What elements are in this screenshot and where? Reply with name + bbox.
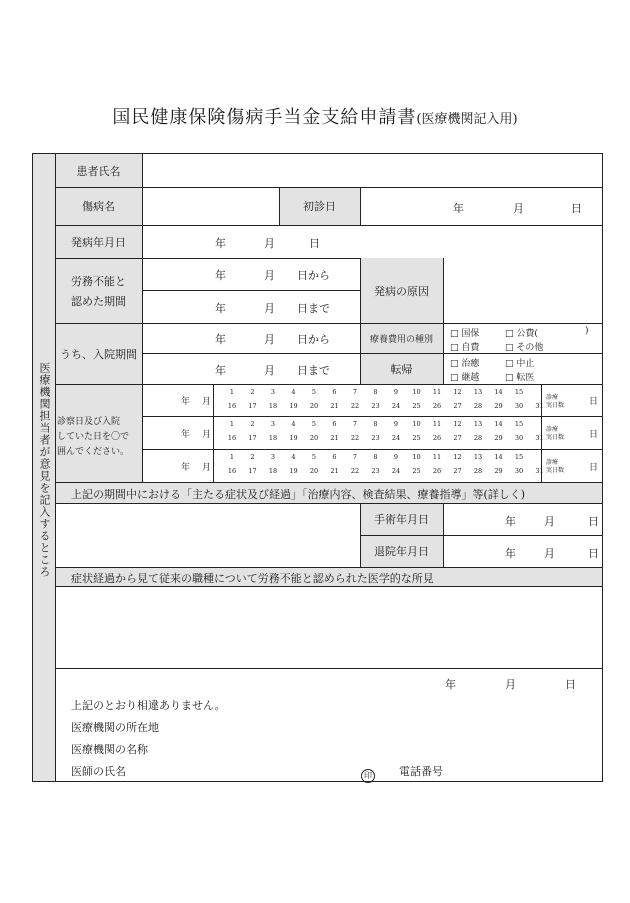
discharge-date-field[interactable] bbox=[444, 536, 601, 566]
form-title-main: 国民健康保険傷病手当金支給申請書 bbox=[112, 107, 417, 128]
cost-option-kohi-close: ) bbox=[585, 326, 589, 336]
calendar-day[interactable]: 28 bbox=[473, 467, 483, 475]
symptoms-field[interactable] bbox=[56, 504, 359, 566]
calendar-day[interactable]: 11 bbox=[432, 388, 442, 396]
calendar-day[interactable]: 23 bbox=[371, 467, 380, 475]
calendar-day[interactable]: 19 bbox=[289, 402, 298, 410]
incapacity-period-label-line2: 認めた期間 bbox=[71, 294, 126, 308]
calendar-day[interactable]: 8 bbox=[373, 453, 378, 461]
calendar-day[interactable]: 25 bbox=[412, 467, 421, 475]
hospitalization-from-month: 月 bbox=[264, 333, 275, 346]
cost-type-label: 療養費用の種別 bbox=[369, 334, 433, 345]
calendar-day[interactable]: 3 bbox=[270, 388, 276, 396]
facility-address-field[interactable] bbox=[163, 714, 593, 734]
calendar-day[interactable]: 25 bbox=[412, 402, 421, 410]
calendar-day[interactable]: 3 bbox=[270, 420, 276, 428]
visit-count-day-suffix: 日 bbox=[589, 462, 599, 473]
calendar-day[interactable]: 4 bbox=[291, 453, 296, 461]
calendar-day[interactable]: 15 bbox=[514, 453, 524, 461]
calendar-day[interactable]: 27 bbox=[453, 467, 462, 475]
incapacity-until-suffix: 日まで bbox=[297, 302, 330, 315]
calendar-day[interactable]: 29 bbox=[494, 434, 503, 442]
onset-date-label: 発病年月日 bbox=[71, 235, 126, 249]
calendar-day[interactable]: 12 bbox=[453, 453, 462, 461]
cost-option-other[interactable]: □ その他 bbox=[505, 343, 544, 353]
calendar-day[interactable]: 2 bbox=[250, 453, 255, 461]
calendar-day[interactable]: 13 bbox=[473, 453, 483, 461]
calendar-day[interactable]: 17 bbox=[248, 467, 257, 475]
calendar-day[interactable]: 16 bbox=[227, 467, 237, 475]
calendar-day[interactable]: 15 bbox=[514, 388, 524, 396]
calendar-day[interactable]: 4 bbox=[291, 388, 296, 396]
surgery-year: 年 bbox=[505, 515, 516, 528]
calendar-day[interactable]: 17 bbox=[248, 434, 257, 442]
discharge-month: 月 bbox=[544, 547, 555, 560]
calendar-day[interactable]: 14 bbox=[494, 453, 503, 461]
calendar-month-label: 月 bbox=[202, 462, 212, 473]
calendar-day[interactable]: 8 bbox=[373, 388, 378, 396]
discharge-day: 日 bbox=[588, 547, 599, 560]
symptoms-header: 上記の期間中における「主たる症状及び経過」「治療内容、検査結果、療養指導」等(詳しく) bbox=[71, 488, 526, 501]
cost-option-jihi[interactable]: □ 自費 bbox=[450, 343, 480, 353]
calendar-day[interactable]: 18 bbox=[268, 434, 278, 442]
onset-day: 日 bbox=[309, 237, 320, 250]
calendar-day[interactable]: 5 bbox=[311, 388, 317, 396]
calendar-day[interactable]: 4 bbox=[291, 420, 296, 428]
calendar-day[interactable]: 23 bbox=[371, 402, 380, 410]
calendar-day[interactable]: 29 bbox=[494, 402, 503, 410]
cause-label: 発病の原因 bbox=[374, 284, 429, 298]
calendar-day[interactable]: 30 bbox=[514, 467, 524, 475]
calendar-day[interactable]: 12 bbox=[453, 420, 462, 428]
outcome-option-discontinued[interactable]: □ 中止 bbox=[505, 359, 535, 369]
visit-days-label-line1: 診察日及び入院 bbox=[57, 417, 121, 427]
first-visit-label: 初診日 bbox=[303, 200, 336, 213]
side-label: 医療機関担当者が意見を記入するところ bbox=[38, 362, 51, 578]
calendar-day[interactable]: 2 bbox=[250, 388, 255, 396]
application-form bbox=[32, 153, 603, 782]
sign-day: 日 bbox=[565, 678, 576, 691]
calendar-day[interactable]: 28 bbox=[473, 434, 483, 442]
surgery-day: 日 bbox=[588, 515, 599, 528]
calendar-day[interactable]: 26 bbox=[432, 434, 442, 442]
calendar-day[interactable]: 8 bbox=[373, 420, 378, 428]
outcome-option-transferred[interactable]: □ 転医 bbox=[505, 373, 535, 383]
disease-name-label: 傷病名 bbox=[82, 200, 115, 213]
discharge-date-label: 退院年月日 bbox=[374, 545, 429, 558]
calendar-day[interactable]: 2 bbox=[250, 420, 255, 428]
calendar-day[interactable]: 31 bbox=[535, 434, 544, 442]
incapacity-period-label-line1: 労務不能と bbox=[71, 274, 126, 288]
calendar-day[interactable]: 1 bbox=[229, 388, 235, 396]
calendar-day[interactable]: 21 bbox=[330, 402, 339, 410]
calendar-day[interactable]: 28 bbox=[473, 402, 483, 410]
visit-count-label-line1: 診療 bbox=[546, 426, 559, 433]
surgery-date-label: 手術年月日 bbox=[374, 513, 429, 526]
calendar-day[interactable]: 3 bbox=[270, 453, 276, 461]
seal-icon: 印 bbox=[361, 769, 375, 783]
hospitalization-label: うち、入院期間 bbox=[60, 347, 137, 361]
incapacity-until-year: 年 bbox=[215, 302, 226, 315]
calendar-day[interactable]: 18 bbox=[268, 402, 278, 410]
calendar-day[interactable]: 31 bbox=[535, 467, 544, 475]
calendar-year-label: 年 bbox=[181, 462, 191, 473]
calendar-day[interactable]: 12 bbox=[453, 388, 462, 396]
cost-option-kohi[interactable]: □ 公費( bbox=[505, 329, 538, 339]
incapacity-from-year: 年 bbox=[215, 269, 226, 282]
incapacity-from-month: 月 bbox=[264, 269, 275, 282]
visit-count-day-suffix: 日 bbox=[589, 429, 599, 440]
calendar-day[interactable]: 20 bbox=[309, 402, 319, 410]
calendar-day[interactable]: 13 bbox=[473, 388, 483, 396]
calendar-day[interactable]: 1 bbox=[229, 420, 235, 428]
calendar-day[interactable]: 24 bbox=[391, 467, 401, 475]
calendar-day[interactable]: 21 bbox=[330, 467, 339, 475]
first-visit-day: 日 bbox=[571, 202, 582, 215]
outcome-option-cured[interactable]: □ 治癒 bbox=[450, 359, 480, 369]
calendar-day[interactable]: 14 bbox=[494, 420, 503, 428]
phone-field[interactable] bbox=[453, 758, 593, 778]
opinion-header: 症状経過から見て従来の職種について労務不能と認められた医学的な所見 bbox=[71, 572, 434, 585]
visit-count-day-suffix: 日 bbox=[589, 397, 599, 407]
calendar-day[interactable]: 9 bbox=[393, 388, 399, 396]
visit-days-label-line3: 囲んでください。 bbox=[57, 447, 130, 457]
calendar-day[interactable]: 19 bbox=[289, 467, 298, 475]
calendar-year-label: 年 bbox=[181, 429, 191, 440]
first-visit-year: 年 bbox=[453, 202, 464, 215]
hospitalization-from-year: 年 bbox=[215, 333, 226, 346]
calendar-month-label: 月 bbox=[202, 429, 212, 440]
calendar-grid bbox=[33, 154, 602, 484]
incapacity-until-month: 月 bbox=[264, 302, 275, 315]
calendar-month-label: 月 bbox=[202, 397, 212, 407]
first-visit-month: 月 bbox=[513, 202, 524, 215]
outcome-option-carried-over[interactable]: □ 継越 bbox=[450, 373, 480, 383]
calendar-day[interactable]: 16 bbox=[227, 402, 237, 410]
incapacity-from-suffix: 日から bbox=[297, 269, 330, 282]
doctor-name-field[interactable] bbox=[163, 758, 343, 778]
calendar-day[interactable]: 27 bbox=[453, 434, 462, 442]
calendar-day[interactable]: 7 bbox=[352, 388, 358, 396]
calendar-day[interactable]: 31 bbox=[535, 402, 544, 410]
cost-option-kokuho[interactable]: □ 国保 bbox=[450, 329, 480, 339]
calendar-day[interactable]: 30 bbox=[514, 402, 524, 410]
visit-count-label-line2: 実日数 bbox=[546, 434, 565, 441]
visit-count-label-line1: 診療 bbox=[546, 459, 559, 466]
calendar-day[interactable]: 19 bbox=[289, 434, 298, 442]
calendar-day[interactable]: 22 bbox=[350, 434, 360, 442]
calendar-day[interactable]: 10 bbox=[412, 453, 421, 461]
visit-days-label-line2: していた日を〇で bbox=[57, 432, 130, 442]
calendar-day[interactable]: 7 bbox=[352, 453, 358, 461]
visit-count-label-line2: 実日数 bbox=[546, 467, 565, 474]
phone-label: 電話番号 bbox=[399, 765, 443, 778]
calendar-year-label: 年 bbox=[181, 397, 191, 407]
calendar-day[interactable]: 16 bbox=[227, 434, 237, 442]
calendar-day[interactable]: 24 bbox=[391, 434, 401, 442]
surgery-date-field[interactable] bbox=[444, 504, 601, 534]
calendar-day[interactable]: 1 bbox=[229, 453, 235, 461]
onset-month: 月 bbox=[264, 237, 275, 250]
calendar-day[interactable]: 27 bbox=[453, 402, 462, 410]
visit-count-label-line2: 実日数 bbox=[546, 402, 565, 409]
calendar-day[interactable]: 6 bbox=[332, 420, 337, 428]
calendar-day[interactable]: 14 bbox=[494, 388, 503, 396]
calendar-day[interactable]: 20 bbox=[309, 467, 319, 475]
form-title bbox=[0, 103, 630, 129]
calendar-day[interactable]: 22 bbox=[350, 402, 360, 410]
discharge-year: 年 bbox=[505, 547, 516, 560]
calendar-day[interactable]: 23 bbox=[371, 434, 380, 442]
facility-address-label: 医療機関の所在地 bbox=[71, 721, 159, 734]
calendar-day[interactable]: 11 bbox=[432, 453, 442, 461]
calendar-day[interactable]: 11 bbox=[432, 420, 442, 428]
calendar-day[interactable]: 22 bbox=[350, 467, 360, 475]
calendar-day[interactable]: 13 bbox=[473, 420, 483, 428]
calendar-day[interactable]: 6 bbox=[332, 453, 337, 461]
facility-name-label: 医療機関の名称 bbox=[71, 743, 148, 756]
seal-mark bbox=[361, 763, 375, 783]
sign-month: 月 bbox=[505, 678, 516, 691]
opinion-field[interactable] bbox=[56, 587, 601, 667]
calendar-day[interactable]: 29 bbox=[494, 467, 503, 475]
calendar-day[interactable]: 26 bbox=[432, 402, 442, 410]
calendar-day[interactable]: 9 bbox=[393, 453, 399, 461]
calendar-day[interactable]: 18 bbox=[268, 467, 278, 475]
certify-text: 上記のとおり相違ありません。 bbox=[71, 699, 226, 712]
patient-name-label: 患者氏名 bbox=[76, 164, 121, 178]
calendar-day[interactable]: 26 bbox=[432, 467, 442, 475]
calendar-day[interactable]: 5 bbox=[311, 420, 317, 428]
hospitalization-until-month: 月 bbox=[264, 364, 275, 377]
calendar-day[interactable]: 6 bbox=[332, 388, 337, 396]
sign-year: 年 bbox=[445, 678, 456, 691]
outcome-label: 転帰 bbox=[390, 362, 413, 376]
calendar-day[interactable]: 21 bbox=[330, 434, 339, 442]
visit-count-label-line1: 診療 bbox=[546, 394, 559, 401]
calendar-day[interactable]: 30 bbox=[514, 434, 524, 442]
calendar-day[interactable]: 17 bbox=[248, 402, 257, 410]
hospitalization-until-suffix: 日まで bbox=[297, 364, 330, 377]
form-title-sub: (医療機関記入用) bbox=[416, 112, 518, 127]
calendar-day[interactable]: 24 bbox=[391, 402, 401, 410]
calendar-day[interactable]: 7 bbox=[352, 420, 358, 428]
doctor-name-label: 医師の氏名 bbox=[71, 765, 126, 778]
calendar-day[interactable]: 20 bbox=[309, 434, 319, 442]
calendar-day[interactable]: 10 bbox=[412, 420, 421, 428]
surgery-month: 月 bbox=[544, 515, 555, 528]
hospitalization-until-year: 年 bbox=[215, 364, 226, 377]
calendar-day[interactable]: 15 bbox=[514, 420, 524, 428]
hospitalization-from-suffix: 日から bbox=[297, 333, 330, 346]
calendar-day[interactable]: 25 bbox=[412, 434, 421, 442]
calendar-day[interactable]: 9 bbox=[393, 420, 399, 428]
facility-name-field[interactable] bbox=[163, 736, 593, 756]
onset-year: 年 bbox=[215, 237, 226, 250]
calendar-day[interactable]: 10 bbox=[412, 388, 421, 396]
calendar-day[interactable]: 5 bbox=[311, 453, 317, 461]
